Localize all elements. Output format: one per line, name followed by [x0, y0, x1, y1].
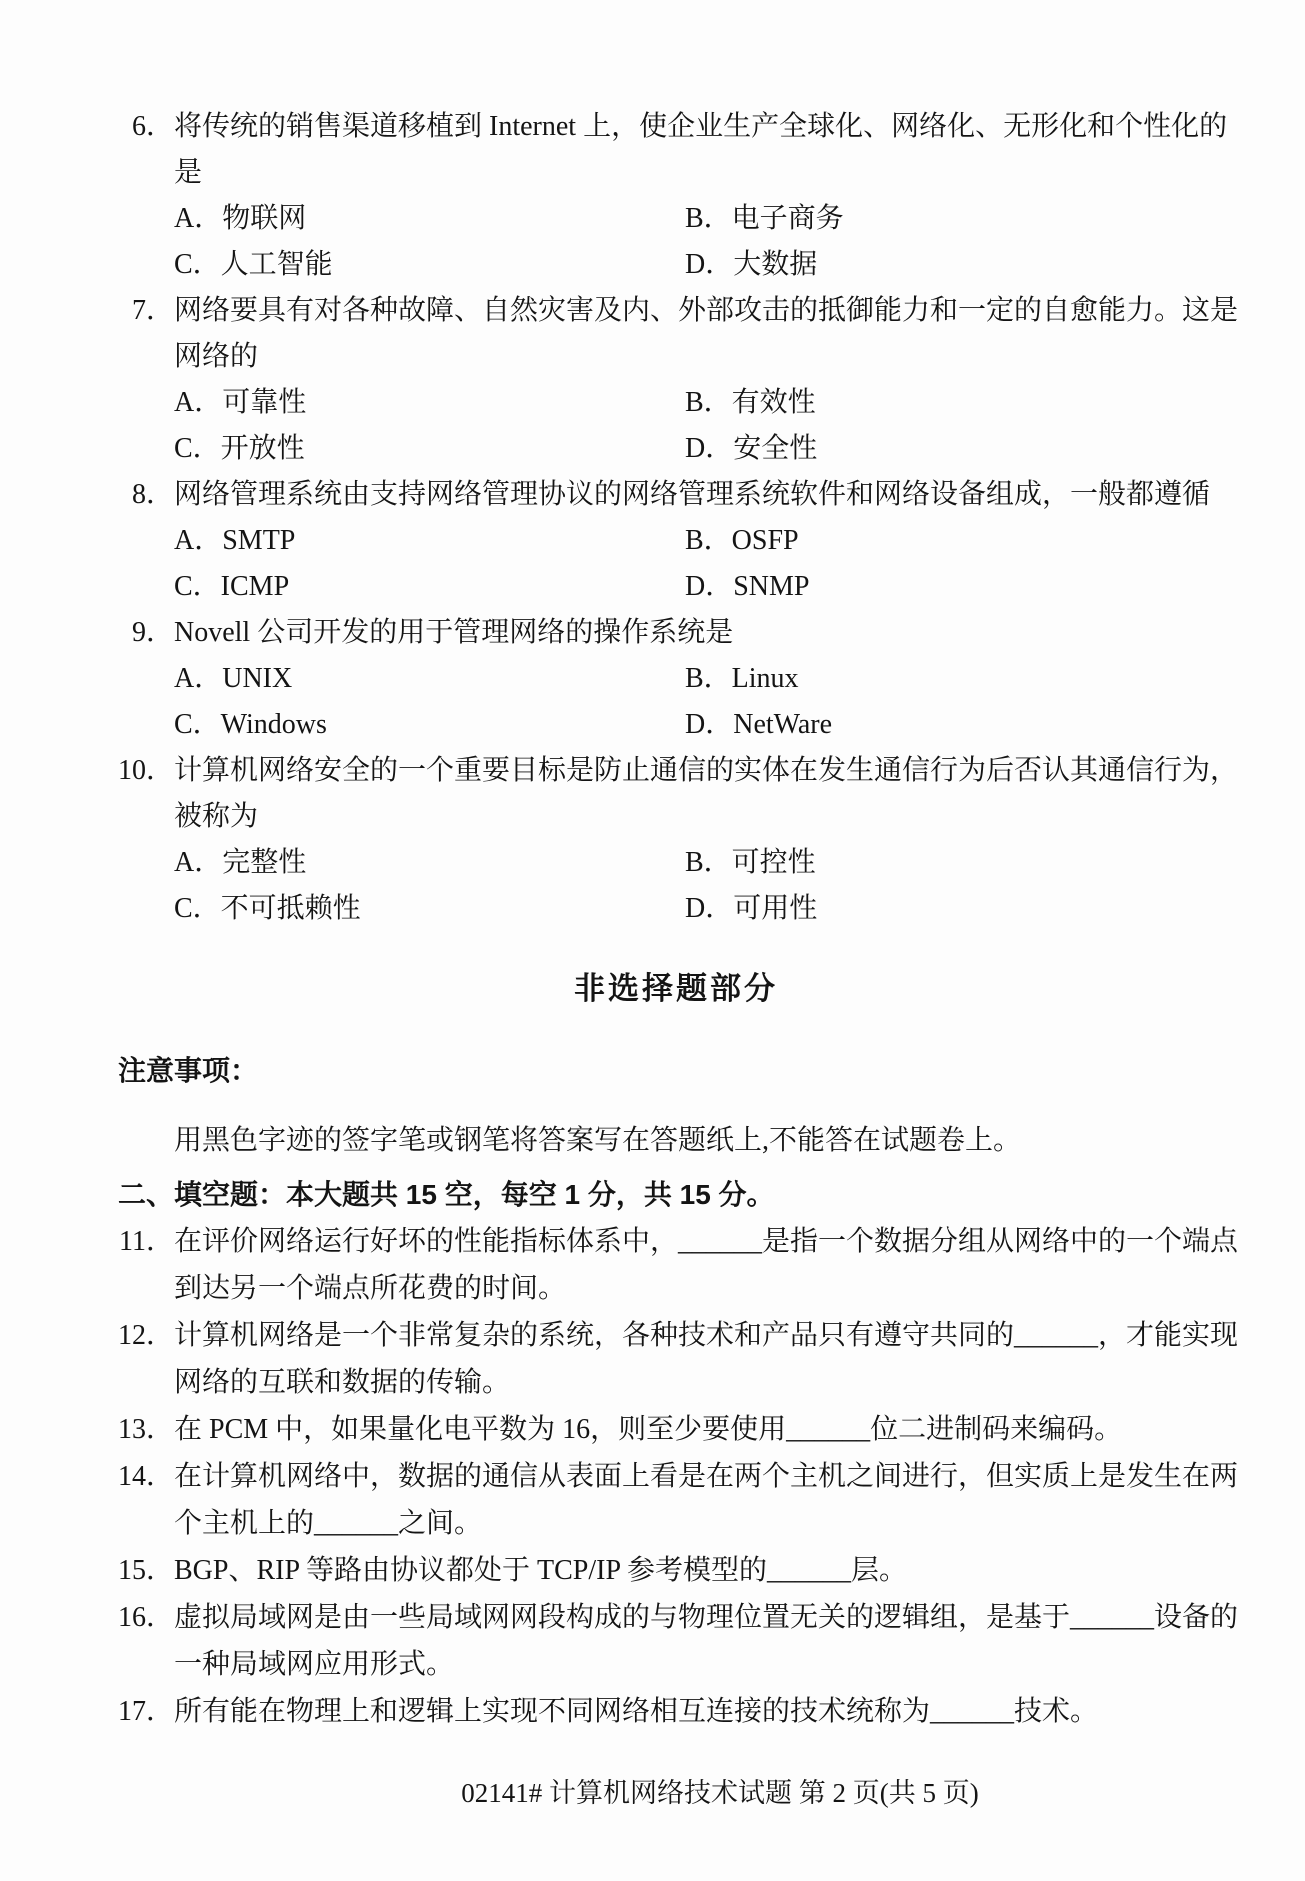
question-15-number: 15． [117, 1555, 174, 1586]
question-6-option-a: A．物联网 [174, 203, 307, 234]
question-14-text: 在计算机网络中，数据的通信从表面上看是在两个主机之间进行，但实质上是发生在两个主机上的______之间。 [174, 1461, 1239, 1539]
question-9-option-d: D．NetWare [685, 709, 833, 740]
question-8-option-b: B．OSFP [685, 525, 799, 556]
question-15-text: BGP、RIP 等路由协议都处于 TCP/IP 参考模型的______层。 [174, 1555, 907, 1586]
question-10 [0, 748, 1240, 932]
question-16-text: 虚拟局域网是由一些局域网网段构成的与物理位置无关的逻辑组，是基于______设备的一种局域网应用形式。 [174, 1602, 1239, 1680]
question-7-option-b: B．有效性 [685, 387, 816, 418]
question-12-text: 计算机网络是一个非常复杂的系统，各种技术和产品只有遵守共同的______，才能实现网络的互联和数据的传输。 [174, 1320, 1239, 1398]
question-6-option-d: D．大数据 [685, 249, 818, 280]
question-17 [0, 1688, 1240, 1735]
question-8-options [174, 518, 1240, 610]
question-7-option-d: D．安全性 [685, 433, 818, 464]
question-6-options [174, 196, 1240, 288]
question-10-body [174, 748, 1240, 932]
question-14-number: 14． [117, 1461, 174, 1492]
question-9 [0, 610, 1240, 748]
notice-body: 用黑色字迹的签字笔或钢笔将答案写在答题纸上,不能答在试题卷上。 [174, 1125, 1022, 1156]
question-10-option-b: B．可控性 [685, 847, 816, 878]
question-10-option-c: C．不可抵赖性 [174, 893, 361, 924]
question-13-number: 13． [117, 1414, 174, 1445]
question-13-text: 在 PCM 中，如果量化电平数为 16，则至少要使用______位二进制码来编码。 [174, 1414, 1123, 1445]
multiple-choice-section [0, 104, 1240, 932]
question-6-number: 6． [131, 111, 174, 142]
question-8-option-d: D．SNMP [685, 571, 810, 602]
question-11 [0, 1218, 1240, 1312]
question-7-option-a: A．可靠性 [174, 387, 307, 418]
question-10-text: 计算机网络安全的一个重要目标是防止通信的实体在发生通信行为后否认其通信行为，被称为 [174, 755, 1239, 832]
question-10-number: 10． [117, 755, 174, 786]
question-7-option-c: C．开放性 [174, 433, 305, 464]
question-6-option-b: B．电子商务 [685, 203, 844, 234]
question-11-text: 在评价网络运行好坏的性能指标体系中，______是指一个数据分组从网络中的一个端点到达另一个端点所花费的时间。 [174, 1226, 1239, 1304]
question-9-option-c: C．Windows [174, 709, 327, 740]
question-9-text: Novell 公司开发的用于管理网络的操作系统是 [174, 617, 734, 648]
question-10-options [174, 840, 1240, 932]
question-8 [0, 472, 1240, 610]
question-12 [0, 1312, 1240, 1406]
question-8-number: 8． [131, 479, 174, 510]
question-9-number: 9． [131, 617, 174, 648]
question-6-text: 将传统的销售渠道移植到 Internet 上，使企业生产全球化、网络化、无形化和个性化的是 [174, 111, 1228, 188]
notice-title: 注意事项： [118, 1055, 259, 1086]
question-7-number: 7． [131, 295, 174, 326]
question-13 [0, 1406, 1240, 1453]
question-8-body [174, 472, 1240, 610]
question-7-options [174, 380, 1240, 472]
question-7-text: 网络要具有对各种故障、自然灾害及内、外部攻击的抵御能力和一定的自愈能力。这是网络的 [174, 295, 1239, 372]
question-10-option-a: A．完整性 [174, 847, 307, 878]
question-11-number: 11． [119, 1226, 174, 1257]
question-14 [0, 1453, 1240, 1547]
question-6-body [174, 104, 1240, 288]
question-10-option-d: D．可用性 [685, 893, 818, 924]
question-7 [0, 288, 1240, 472]
question-16-number: 16． [117, 1602, 174, 1633]
question-9-option-b: B．Linux [685, 663, 799, 694]
question-17-number: 17． [117, 1696, 174, 1727]
question-6-option-c: C．人工智能 [174, 249, 333, 280]
question-8-text: 网络管理系统由支持网络管理协议的网络管理系统软件和网络设备组成，一般都遵循 [174, 479, 1211, 510]
question-17-text: 所有能在物理上和逻辑上实现不同网络相互连接的技术统称为______技术。 [174, 1696, 1099, 1727]
question-9-option-a: A．UNIX [174, 663, 293, 694]
question-16 [0, 1594, 1240, 1688]
question-6 [0, 104, 1240, 288]
question-9-options [174, 656, 1240, 748]
question-7-body [174, 288, 1240, 472]
question-12-number: 12． [117, 1320, 174, 1351]
fill-in-section [0, 1218, 1240, 1735]
question-8-option-a: A．SMTP [174, 525, 296, 556]
fill-in-heading: 二、填空题：本大题共 15 空，每空 1 分，共 15 分。 [118, 1179, 775, 1210]
question-9-body [174, 610, 1240, 748]
section-heading: 非选择题部分 [574, 971, 778, 1006]
question-8-option-c: C．ICMP [174, 571, 290, 602]
question-15 [0, 1547, 1240, 1594]
page-footer: 02141# 计算机网络技术试题 第 2 页(共 5 页) [461, 1778, 979, 1808]
